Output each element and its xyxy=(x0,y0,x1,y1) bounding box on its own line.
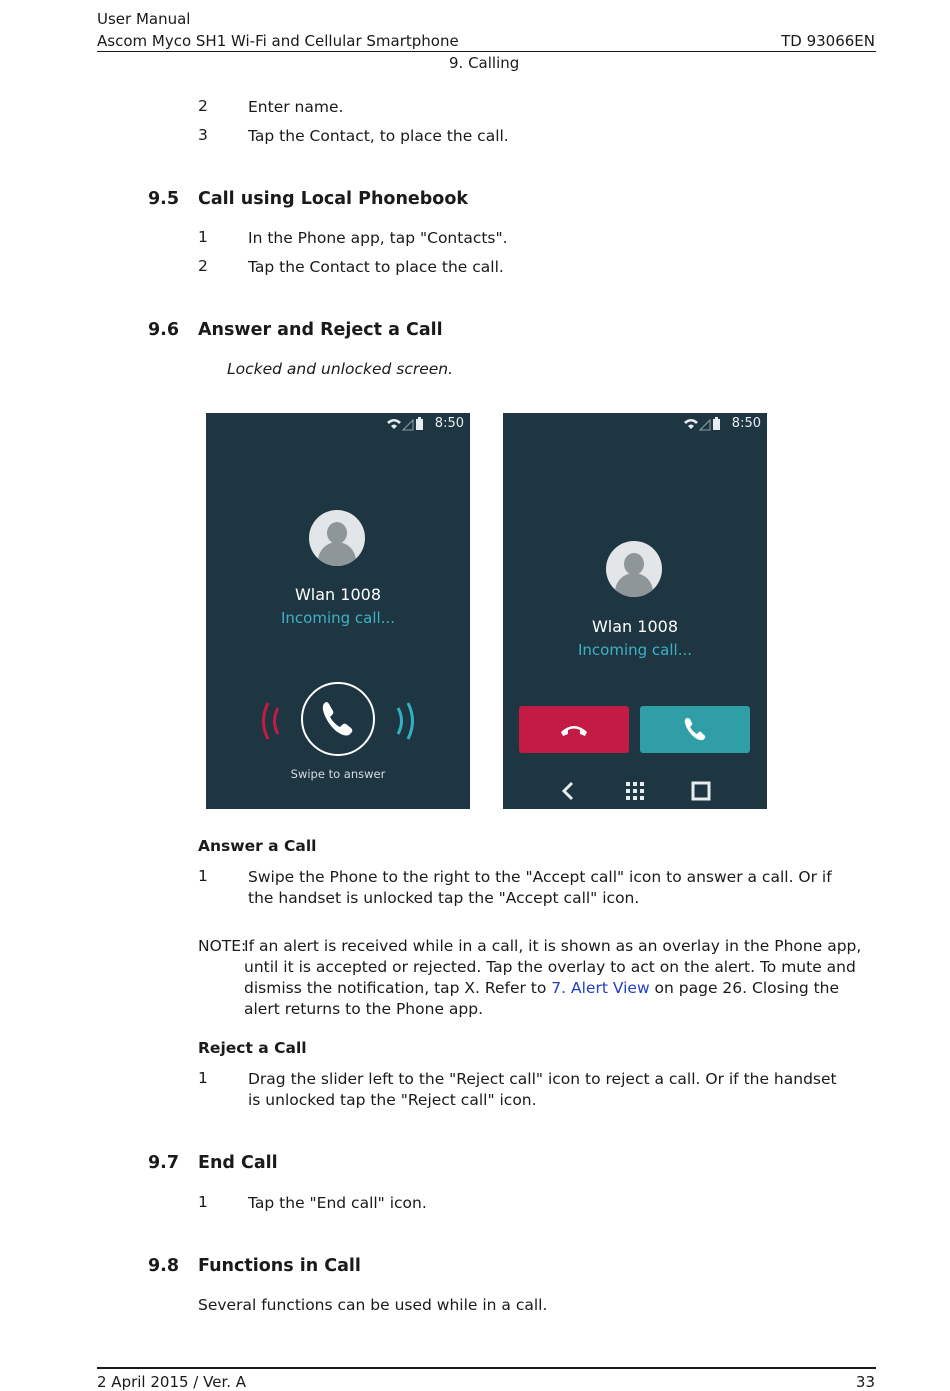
answer-heading: Answer a Call xyxy=(198,837,317,855)
section-number: 9.6 xyxy=(148,320,180,340)
step-number: 1 xyxy=(198,228,208,246)
section-title: Functions in Call xyxy=(198,1256,361,1276)
step-number: 1 xyxy=(198,1193,208,1211)
header-doc-type: User Manual xyxy=(97,10,191,28)
caller-avatar xyxy=(309,510,365,566)
step-text: Tap the "End call" icon. xyxy=(248,1194,427,1212)
step-number: 1 xyxy=(198,1069,208,1087)
step-text: Drag the slider left to the "Reject call" icon to reject a call. Or if the handset is unlocked tap the "Reject call" icon. xyxy=(248,1070,837,1109)
note-text xyxy=(244,936,874,1020)
figure-caption: Locked and unlocked screen. xyxy=(227,360,454,378)
status-time: 8:50 xyxy=(434,416,464,431)
wifi-signal-battery-icon xyxy=(683,417,723,431)
call-state: Incoming call... xyxy=(280,609,395,627)
section-number: 9.5 xyxy=(148,189,180,209)
step-text: Tap the Contact to place the call. xyxy=(248,258,504,276)
back-icon[interactable] xyxy=(559,780,577,802)
header-product: Ascom Myco SH1 Wi-Fi and Cellular Smartphone xyxy=(97,32,459,50)
answer-slider-handle[interactable] xyxy=(301,682,375,756)
footer-date: 2 April 2015 / Ver. A xyxy=(97,1373,247,1391)
navigation-bar xyxy=(503,773,767,809)
footer-rule xyxy=(97,1367,876,1369)
header-chapter: 9. Calling xyxy=(449,54,520,72)
call-state: Incoming call... xyxy=(577,641,692,659)
step-text: Swipe the Phone to the right to the "Accept call" icon to answer a call. Or if the handset is unlocked tap the "Accept call" icon. xyxy=(248,868,832,907)
phone-handset-icon xyxy=(303,684,373,754)
section-title: Call using Local Phonebook xyxy=(198,189,468,209)
swipe-hint: Swipe to answer xyxy=(290,767,386,781)
hang-up-icon xyxy=(519,706,629,753)
caller-name: Wlan 1008 xyxy=(591,617,678,636)
step-number: 2 xyxy=(198,257,208,275)
step-text: Tap the Contact, to place the call. xyxy=(248,127,509,145)
step-number: 2 xyxy=(198,97,208,115)
status-time: 8:50 xyxy=(731,416,761,431)
section-number: 9.7 xyxy=(148,1153,180,1173)
step-text: In the Phone app, tap "Contacts". xyxy=(248,229,508,247)
caller-name: Wlan 1008 xyxy=(294,585,381,604)
section-title: Answer and Reject a Call xyxy=(198,320,443,340)
reject-heading: Reject a Call xyxy=(198,1039,307,1057)
wifi-signal-battery-icon xyxy=(386,417,426,431)
locked-screen xyxy=(206,413,470,809)
page-number: 33 xyxy=(855,1373,875,1391)
recent-apps-icon[interactable] xyxy=(691,781,711,801)
header-doc-id: TD 93066EN xyxy=(781,32,875,50)
accept-call-button[interactable] xyxy=(640,706,750,753)
status-bar xyxy=(503,413,767,435)
header-rule xyxy=(97,51,876,52)
step-number: 3 xyxy=(198,126,208,144)
note-text-before: If an alert is received while in a call, it is shown as an overlay in the Phone app, until it is accepted or rejected. Tap the overlay to act on the alert. To mute and dismiss the notification, tap X. Refer to xyxy=(244,937,862,997)
reject-call-button[interactable] xyxy=(519,706,629,753)
unlocked-screen xyxy=(503,413,767,809)
apps-grid-icon[interactable] xyxy=(625,781,645,801)
status-bar xyxy=(206,413,470,435)
step-text: Enter name. xyxy=(248,98,344,116)
note-label: NOTE: xyxy=(198,937,247,955)
section-title: End Call xyxy=(198,1153,278,1173)
note-text-after: on page 26. Closing the alert returns to the Phone app. xyxy=(244,979,840,1018)
step-number: 1 xyxy=(198,867,208,885)
reject-waves-icon xyxy=(258,699,284,743)
alert-view-link[interactable]: 7. Alert View xyxy=(551,979,650,997)
section-text: Several functions can be used while in a call. xyxy=(198,1296,548,1314)
accept-waves-icon xyxy=(392,699,418,743)
section-number: 9.8 xyxy=(148,1256,180,1276)
phone-handset-icon xyxy=(640,706,750,753)
caller-avatar xyxy=(606,541,662,597)
